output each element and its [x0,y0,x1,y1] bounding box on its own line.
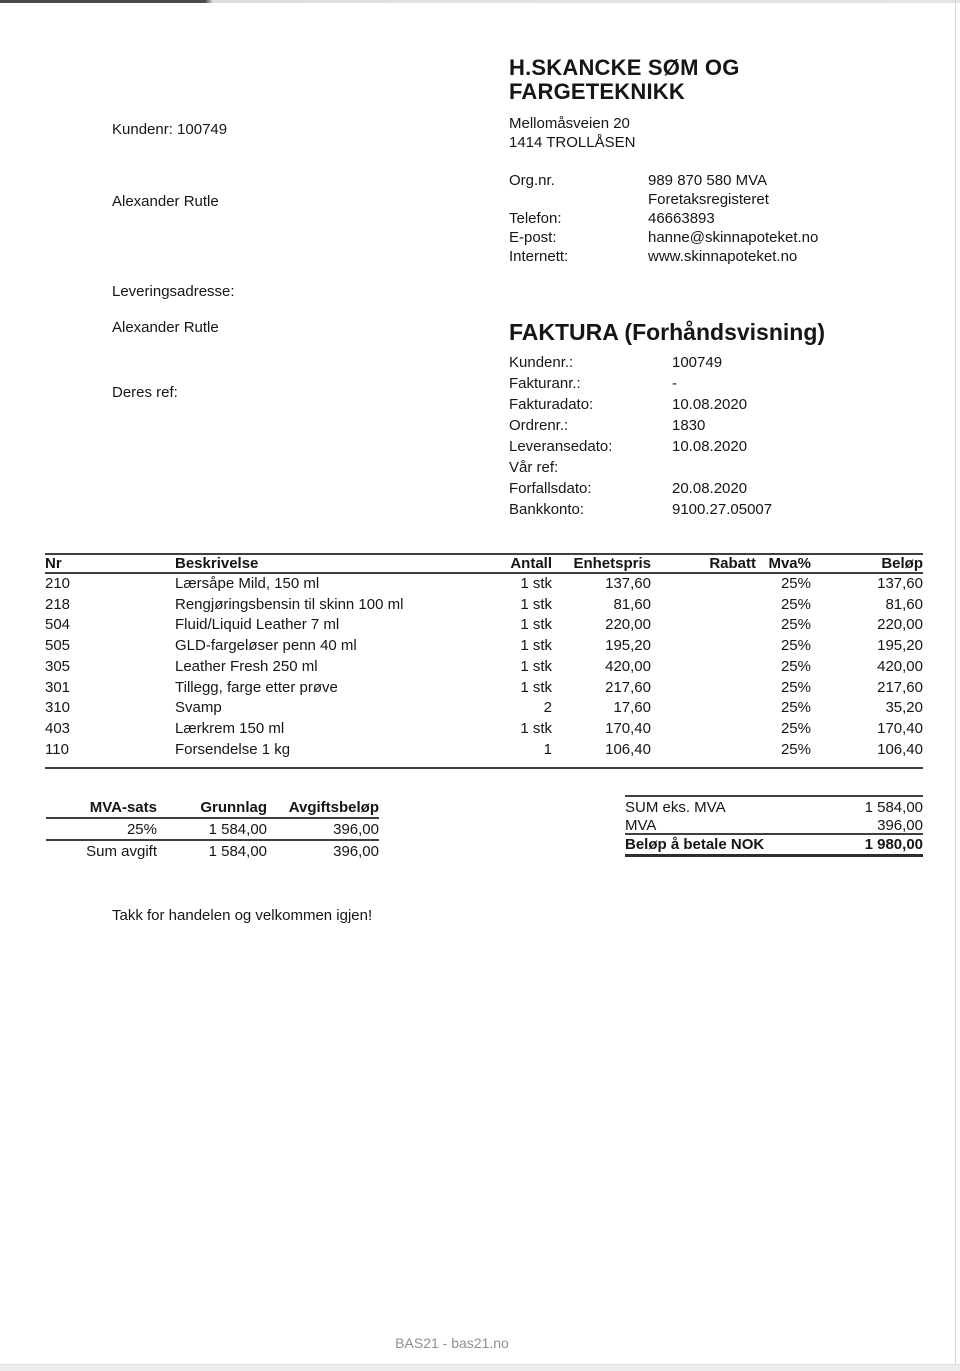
your-ref-label: Deres ref: [112,384,178,401]
phone-label: Telefon: [509,210,562,227]
vat-rate-row [46,818,379,840]
sum-ex-vat-value: 1 584,00 [864,798,923,816]
sum-ex-vat-label: SUM eks. MVA [625,798,726,816]
page-right-edge [955,0,956,1364]
table-row [45,595,923,616]
sum-ex-vat-row [625,797,923,817]
email-value: hanne@skinnapoteket.no [648,229,819,246]
invoice-forfallsdato-label: Forfallsdato: [509,480,592,497]
phone-value: 46663893 [648,210,715,227]
col-qty: Antall [422,555,552,573]
cell-description: Tillegg, farge etter prøve [175,678,338,696]
vat-value: 396,00 [877,816,923,834]
table-row [45,615,923,636]
cell-qty: 1 stk [520,616,552,634]
supplier-address [509,114,635,152]
cell-unit-price: 137,60 [605,575,651,592]
cell-discount [651,740,756,761]
cell-discount [651,615,756,636]
vat-base: 1 584,00 [157,818,267,840]
cell-vat: 25% [780,595,811,613]
cell-amount: 195,20 [877,637,923,655]
delivery-address-label: Leveringsadresse: [112,283,235,300]
invoice-leveransedato-label: Leveransedato: [509,438,613,455]
vat-row [625,817,923,835]
cell-nr: 218 [45,595,71,613]
totals-block [625,795,923,857]
vat-sum-base: 1 584,00 [208,842,267,860]
invoice-varref-value [672,457,772,478]
cell-vat: 25% [780,616,811,634]
cell-unit-price: 106,40 [605,740,651,758]
invoice-fields [509,352,772,520]
col-description: Beskrivelse [175,555,422,573]
col-vat-rate: MVA-sats [46,798,157,818]
col-vat-tax: Avgiftsbeløp [267,798,379,818]
vat-sum-row [46,840,379,861]
cell-discount [651,719,756,740]
delivery-name: Alexander Rutle [112,319,219,336]
cell-discount [651,678,756,699]
cell-qty: 2 [543,699,552,717]
table-row [45,657,923,678]
orgnr-register: Foretaksregisteret [648,191,769,208]
invoice-bankkonto-label: Bankkonto: [509,501,585,518]
cell-nr: 504 [45,616,71,634]
invoice-fakturanr-label: Fakturanr.: [509,375,581,392]
invoice-kundenr-label: Kundenr.: [509,354,574,371]
cell-amount: 81,60 [885,595,923,613]
col-unit-price: Enhetspris [552,555,651,573]
invoice-fakturanr-value: - [672,375,677,392]
cell-discount [651,657,756,678]
amount-due-label: Beløp å betale NOK [625,836,765,853]
invoice-bankkonto-value: 9100.27.05007 [672,501,773,518]
cell-description: Rengjøringsbensin til skinn 100 ml [175,595,404,613]
invoice-forfallsdato-value: 20.08.2020 [672,480,748,497]
cell-nr: 403 [45,719,71,737]
cell-vat: 25% [780,657,811,675]
page-top-edge [0,0,960,3]
cell-qty: 1 stk [520,678,552,696]
cell-unit-price: 170,40 [605,719,651,737]
cell-vat: 25% [780,699,811,717]
cell-nr: 110 [45,740,69,758]
cell-unit-price: 81,60 [613,595,651,613]
cell-unit-price: 17,60 [613,699,651,717]
vat-rate: 25% [46,818,157,840]
cell-vat: 25% [780,575,811,592]
cell-qty: 1 [543,740,552,758]
table-row [45,636,923,657]
cell-vat: 25% [780,740,811,758]
table-row [45,719,923,740]
supplier-name-line1: H.SKANCKE SØM OG [509,55,740,80]
cell-nr: 210 [45,575,71,592]
col-vat: Mva% [756,555,811,573]
table-row [45,678,923,699]
col-nr: Nr [45,555,175,573]
cell-vat: 25% [780,637,811,655]
cell-amount: 170,40 [877,719,923,737]
supplier-street: Mellomåsveien 20 [509,115,630,132]
cell-amount: 220,00 [877,616,923,634]
table-row [45,698,923,719]
email-label: E-post: [509,229,557,246]
vat-sum-tax: 396,00 [333,842,379,860]
cell-nr: 505 [45,637,71,655]
cell-description: Fluid/Liquid Leather 7 ml [175,616,340,634]
supplier-postal-city: 1414 TROLLÅSEN [509,134,636,151]
cell-qty: 1 stk [520,595,552,613]
items-table [45,553,923,769]
supplier-contact [509,171,818,266]
cell-unit-price: 420,00 [605,657,651,675]
orgnr-label: Org.nr. [509,172,555,189]
vat-label: MVA [625,816,657,834]
page-bottom-edge [0,1364,960,1371]
cell-amount: 137,60 [877,575,923,592]
cell-amount: 420,00 [877,657,923,675]
cell-discount [651,573,756,595]
cell-nr: 305 [45,657,71,675]
cell-description: Svamp [175,699,222,717]
website-label: Internett: [509,248,569,265]
vat-tax: 396,00 [267,818,379,840]
table-row [45,573,923,595]
vat-sum-label: Sum avgift [86,842,157,860]
cell-description: GLD-fargeløser penn 40 ml [175,637,357,655]
cell-unit-price: 220,00 [605,616,651,634]
invoice-varref-label: Vår ref: [509,459,559,476]
cell-vat: 25% [780,678,811,696]
invoice-ordrenr-value: 1830 [672,417,706,434]
col-discount: Rabatt [651,555,756,573]
cell-qty: 1 stk [520,637,552,655]
cell-description: Lærsåpe Mild, 150 ml [175,575,320,592]
cell-qty: 1 stk [520,575,552,592]
cell-amount: 35,20 [885,699,923,717]
thanks-message: Takk for handelen og velkommen igjen! [112,907,373,924]
customer-name: Alexander Rutle [112,193,219,210]
website-value: www.skinnapoteket.no [648,248,798,265]
orgnr-label2 [509,190,648,209]
amount-due-row [625,835,923,857]
invoice-kundenr-value: 100749 [672,354,723,371]
invoice-ordrenr-label: Ordrenr.: [509,417,569,434]
cell-vat: 25% [780,719,811,737]
cell-nr: 310 [45,699,71,717]
cell-amount: 217,60 [877,678,923,696]
cell-discount [651,636,756,657]
vat-summary-table [46,798,379,861]
cell-qty: 1 stk [520,657,552,675]
cell-nr: 301 [45,678,71,696]
cell-qty: 1 stk [520,719,552,737]
invoice-title: FAKTURA (Forhåndsvisning) [509,319,826,345]
supplier-name-line2: FARGETEKNIKK [509,79,685,104]
col-vat-base: Grunnlag [157,798,267,818]
cell-description: Forsendelse 1 kg [175,740,291,758]
cell-discount [651,595,756,616]
cell-unit-price: 217,60 [605,678,651,696]
cell-description: Lærkrem 150 ml [175,719,285,737]
vat-header-row [46,798,379,818]
amount-due-value: 1 980,00 [864,836,923,853]
col-amount: Beløp [811,555,923,573]
invoice-fakturadato-value: 10.08.2020 [672,396,748,413]
cell-unit-price: 195,20 [605,637,651,655]
supplier-name [509,56,740,104]
cell-discount [651,698,756,719]
cell-description: Leather Fresh 250 ml [175,657,318,675]
orgnr-value: 989 870 580 MVA [648,172,767,189]
cell-amount: 106,40 [877,740,923,758]
items-header-row [45,555,923,573]
table-row [45,740,923,761]
footer-text: BAS21 - bas21.no [395,1335,509,1351]
invoice-fakturadato-label: Fakturadato: [509,396,594,413]
invoice-leveransedato-value: 10.08.2020 [672,438,748,455]
customer-number: Kundenr: 100749 [112,121,228,138]
